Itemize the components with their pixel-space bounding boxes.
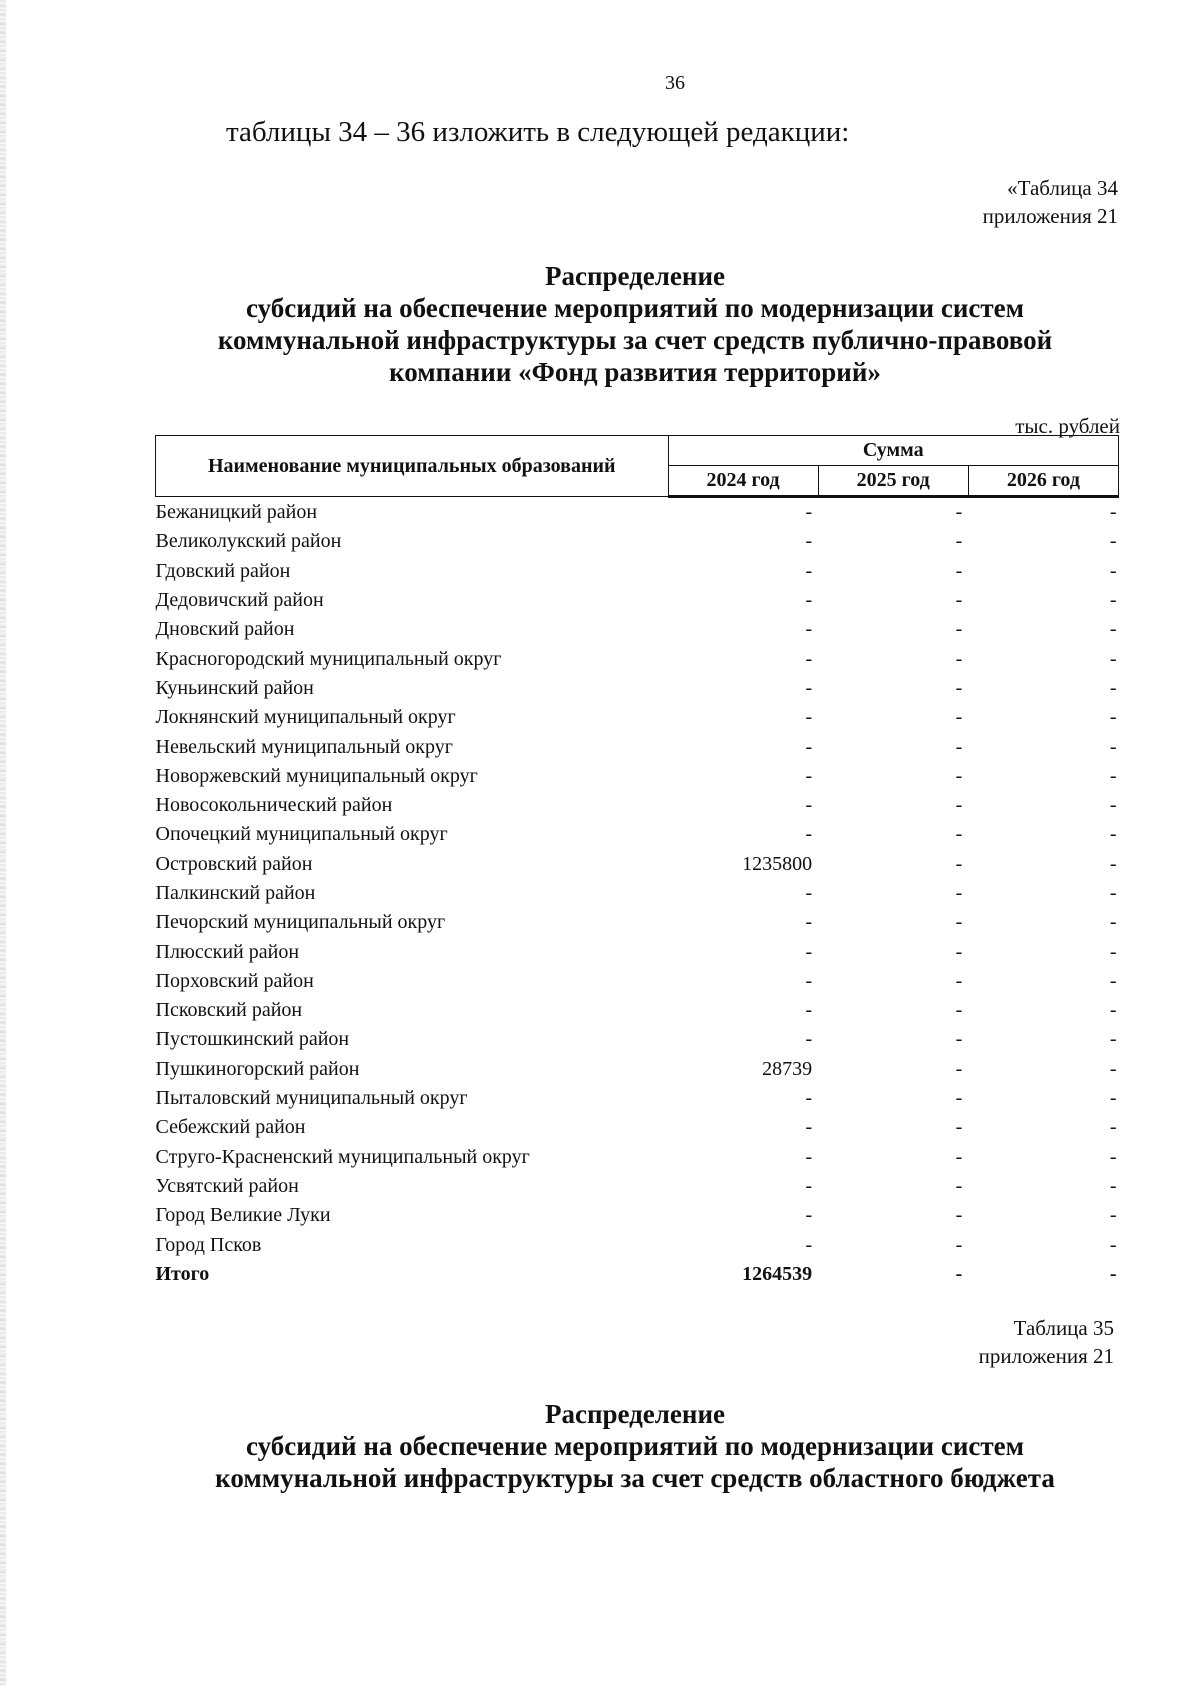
header-year-2025: 2025 год: [818, 466, 968, 497]
row-2024-value: -: [805, 1145, 813, 1168]
row-name: Дновский район: [155, 618, 295, 641]
table-body: [156, 497, 1119, 1290]
row-2026-value: -: [1109, 647, 1117, 670]
row-2026-value: -: [1109, 706, 1117, 729]
table-row: [156, 615, 1119, 644]
row-2026-value: -: [1109, 530, 1117, 553]
page-number: 36: [665, 72, 685, 94]
row-2025-value: -: [955, 823, 963, 846]
table35-reference: [979, 1314, 1114, 1370]
table34-title-line3: коммунальной инфраструктуры за счет средств публично-правовой: [217, 325, 1053, 355]
row-2026-value: -: [1109, 676, 1117, 699]
row-2025-value: -: [955, 764, 963, 787]
table35-title-line3: коммунальной инфраструктуры за счет средств областного бюджета: [215, 1463, 1055, 1493]
row-2026-value: -: [1109, 1204, 1117, 1227]
scan-edge: [0, 0, 6, 1686]
table34-ref-line2: приложения 21: [982, 204, 1118, 228]
total-row: [156, 1260, 1119, 1289]
row-2024-value: -: [805, 999, 813, 1022]
table-row: [156, 820, 1119, 849]
row-name: Печорский муниципальный округ: [155, 911, 446, 934]
row-2026-value: -: [1109, 823, 1117, 846]
row-name: Порховский район: [155, 969, 314, 992]
row-2025-value: -: [955, 852, 963, 875]
row-2026-value: -: [1109, 1116, 1117, 1139]
table-row: [156, 703, 1119, 732]
header-year-2026: 2026 год: [968, 466, 1118, 497]
row-name: Куньинский район: [155, 676, 314, 699]
row-2024-value: -: [805, 501, 813, 524]
row-2025-value: -: [955, 1204, 963, 1227]
row-2026-value: -: [1109, 1145, 1117, 1168]
row-2025-value: -: [955, 1087, 963, 1110]
row-2026-value: -: [1109, 1233, 1117, 1256]
row-2026-value: -: [1109, 852, 1117, 875]
row-2024-value: -: [805, 882, 813, 904]
row-2024-value: 28739: [762, 1057, 813, 1080]
row-2025-value: -: [955, 911, 963, 934]
row-2024-value: 1235800: [742, 852, 813, 875]
row-2026-value: -: [1109, 969, 1117, 992]
table35-title-line2: субсидий на обеспечение мероприятий по модернизации систем: [245, 1431, 1025, 1461]
row-name: Красногородский муниципальный округ: [155, 647, 502, 670]
table-row: [156, 762, 1119, 791]
table-row: [156, 937, 1119, 966]
row-name: Гдовский район: [155, 559, 291, 582]
table35-ref-line2: приложения 21: [978, 1344, 1114, 1368]
table34-title-line1: Распределение: [544, 261, 726, 291]
table34-title: [150, 260, 1120, 388]
table-row: [156, 1025, 1119, 1054]
row-2025-value: -: [955, 676, 963, 699]
row-name: Пыталовский муниципальный округ: [155, 1087, 468, 1110]
row-2025-value: -: [955, 794, 963, 817]
row-2024-value: -: [805, 823, 813, 846]
row-2024-value: -: [805, 676, 813, 699]
row-2026-value: -: [1109, 1057, 1117, 1080]
row-name: Усвятский район: [155, 1174, 299, 1197]
row-2024-value: -: [805, 1116, 813, 1139]
row-2024-value: -: [805, 1174, 813, 1197]
row-2025-value: -: [955, 1028, 963, 1051]
table-row: [156, 879, 1119, 908]
row-name: Струго-Красненский муниципальный округ: [155, 1145, 530, 1168]
row-name: Себежский район: [155, 1116, 306, 1139]
row-name: Бежаницкий район: [155, 500, 318, 523]
header-sum: Сумма: [668, 436, 1118, 466]
table-row: [156, 644, 1119, 673]
row-2024-value: -: [805, 530, 813, 553]
table-row: [156, 674, 1119, 703]
row-2026-value: -: [1109, 559, 1117, 582]
row-name: Новосокольнический район: [155, 794, 393, 817]
row-2024-value: -: [805, 911, 813, 934]
row-2026-value: -: [1109, 501, 1117, 524]
total-2026-value: -: [1109, 1262, 1117, 1285]
row-2025-value: -: [955, 530, 963, 553]
intro-text: таблицы 34 – 36 изложить в следующей редакции:: [226, 116, 850, 148]
row-2026-value: -: [1109, 1087, 1117, 1110]
row-2024-value: -: [805, 794, 813, 817]
table-row: [156, 791, 1119, 820]
row-2025-value: -: [955, 501, 963, 524]
table-row: [156, 850, 1119, 879]
row-2025-value: -: [955, 1233, 963, 1256]
table-row: [156, 497, 1119, 528]
row-2026-value: -: [1109, 589, 1117, 612]
table-row: [156, 1172, 1119, 1201]
row-2024-value: -: [805, 1204, 813, 1227]
row-2025-value: -: [955, 647, 963, 670]
distribution-table: [155, 435, 1119, 1289]
row-2024-value: -: [805, 940, 813, 963]
row-name: Псковский район: [155, 999, 303, 1022]
table34-ref-line1: «Таблица 34: [1007, 176, 1118, 200]
table-row: [156, 1201, 1119, 1230]
row-2026-value: -: [1109, 940, 1117, 963]
table-row: [156, 1143, 1119, 1172]
row-2025-value: -: [955, 999, 963, 1022]
total-label: Итого: [155, 1262, 210, 1285]
table-row: [156, 1055, 1119, 1084]
row-name: Локнянский муниципальный округ: [155, 706, 456, 729]
header-municipality-name: Наименование муниципальных образований: [156, 436, 669, 497]
unit-label: тыс. рублей: [1015, 414, 1120, 438]
row-2026-value: -: [1109, 735, 1117, 758]
row-2024-value: -: [805, 1087, 813, 1110]
row-2024-value: -: [805, 969, 813, 992]
table-row: [156, 967, 1119, 996]
table34-reference: [983, 174, 1118, 230]
row-2026-value: -: [1109, 764, 1117, 787]
row-2024-value: -: [805, 735, 813, 758]
row-2025-value: -: [955, 559, 963, 582]
row-name: Палкинский район: [155, 882, 316, 904]
row-2025-value: -: [955, 940, 963, 963]
table-row: [156, 586, 1119, 615]
table-row: [156, 996, 1119, 1025]
row-2026-value: -: [1109, 911, 1117, 934]
row-2025-value: -: [955, 1145, 963, 1168]
row-2025-value: -: [955, 735, 963, 758]
row-2025-value: -: [955, 969, 963, 992]
row-2024-value: -: [805, 1028, 813, 1051]
row-name: Островский район: [155, 852, 313, 875]
table35-ref-line1: Таблица 35: [1013, 1316, 1114, 1340]
row-2024-value: -: [805, 764, 813, 787]
table-row: [156, 557, 1119, 586]
row-name: Плюсский район: [155, 940, 300, 963]
row-2025-value: -: [955, 1174, 963, 1197]
row-2024-value: -: [805, 618, 813, 641]
table-row: [156, 908, 1119, 937]
total-2024-value: 1264539: [742, 1262, 813, 1285]
row-2025-value: -: [955, 618, 963, 641]
row-2024-value: -: [805, 706, 813, 729]
row-name: Невельский муниципальный округ: [155, 735, 453, 758]
row-2026-value: -: [1109, 794, 1117, 817]
row-name: Новоржевский муниципальный округ: [155, 764, 478, 787]
table-row: [156, 527, 1119, 556]
row-2025-value: -: [955, 1116, 963, 1139]
total-2025-value: -: [955, 1262, 963, 1285]
table34-title-line2: субсидий на обеспечение мероприятий по модернизации систем: [245, 293, 1025, 323]
table35-title: [150, 1398, 1120, 1494]
row-2025-value: -: [955, 882, 963, 904]
header-year-2024: 2024 год: [668, 466, 818, 497]
row-name: Пушкиногорский район: [155, 1057, 360, 1080]
table-row: [156, 732, 1119, 761]
distribution-table-wrap: [155, 435, 1119, 1289]
row-2026-value: -: [1109, 1174, 1117, 1197]
row-2026-value: -: [1109, 1028, 1117, 1051]
row-name: Пустошкинский район: [155, 1028, 350, 1051]
row-2025-value: -: [955, 589, 963, 612]
row-name: Город Псков: [155, 1233, 262, 1256]
row-name: Дедовичский район: [155, 589, 324, 612]
row-2024-value: -: [805, 1233, 813, 1256]
table-row: [156, 1113, 1119, 1142]
table34-title-line4: компании «Фонд развития территорий»: [389, 357, 881, 387]
row-2024-value: -: [805, 559, 813, 582]
row-name: Опочецкий муниципальный округ: [155, 823, 448, 846]
row-2026-value: -: [1109, 618, 1117, 641]
table35-title-line1: Распределение: [544, 1399, 726, 1429]
row-2026-value: -: [1109, 999, 1117, 1022]
table-row: [156, 1230, 1119, 1259]
row-2026-value: -: [1109, 882, 1117, 904]
row-name: Город Великие Луки: [155, 1204, 331, 1227]
row-name: Великолукский район: [155, 530, 342, 553]
table-row: [156, 1084, 1119, 1113]
row-2025-value: -: [955, 706, 963, 729]
row-2024-value: -: [805, 647, 813, 670]
row-2025-value: -: [955, 1057, 963, 1080]
row-2024-value: -: [805, 589, 813, 612]
